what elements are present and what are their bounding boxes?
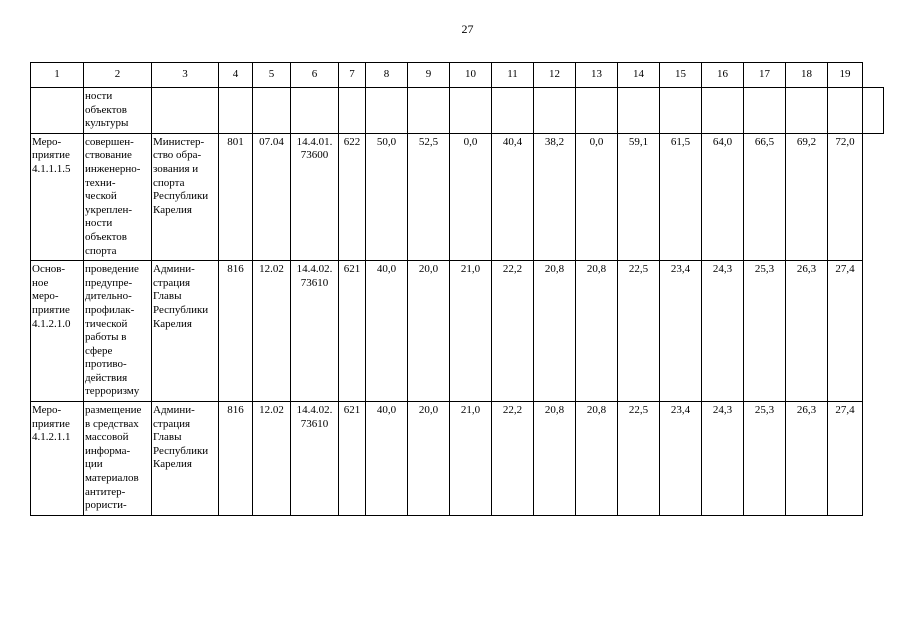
column-number-row [31,63,884,88]
value-cell [702,88,744,134]
value-cell [408,88,450,134]
value-cell: 27,4 [828,402,863,516]
code-cell: 14.4.01. 73600 [291,133,339,260]
code-cell [253,88,291,134]
value-cell: 64,0 [702,133,744,260]
column-number: 11 [492,63,534,88]
budget-table [30,62,884,516]
column-number: 6 [291,63,339,88]
code-cell: 14.4.02. 73610 [291,261,339,402]
name-cell: ности объектов культуры [84,88,152,134]
column-number: 5 [253,63,291,88]
status-cell: Основ- ное меро- приятие 4.1.2.1.0 [31,261,84,402]
executor-cell: Министер- ство обра- зования и спорта Республики Карелия [152,133,219,260]
column-number: 15 [660,63,702,88]
value-cell: 24,3 [702,261,744,402]
value-cell: 40,0 [366,402,408,516]
value-cell [366,88,408,134]
column-number: 18 [786,63,828,88]
column-number: 4 [219,63,253,88]
name-cell: совершен- ствование инженерно- техни- ческой укреплен- ности объектов спорта [84,133,152,260]
value-cell: 20,8 [534,261,576,402]
value-cell [786,88,828,134]
value-cell: 21,0 [450,402,492,516]
value-cell: 20,8 [576,402,618,516]
column-number: 19 [828,63,863,88]
value-cell [828,88,863,134]
column-number: 13 [576,63,618,88]
value-cell: 27,4 [828,261,863,402]
value-cell: 0,0 [450,133,492,260]
code-cell: 12.02 [253,261,291,402]
code-cell: 622 [339,133,366,260]
column-number: 1 [31,63,84,88]
value-cell: 23,4 [660,402,702,516]
value-cell: 40,4 [492,133,534,260]
value-cell: 38,2 [534,133,576,260]
value-cell [534,88,576,134]
column-number: 16 [702,63,744,88]
value-cell [660,88,702,134]
value-cell: 22,5 [618,261,660,402]
column-number: 14 [618,63,660,88]
value-cell: 21,0 [450,261,492,402]
value-cell [576,88,618,134]
value-cell: 26,3 [786,261,828,402]
value-cell: 22,2 [492,402,534,516]
status-cell: Меро- приятие 4.1.1.1.5 [31,133,84,260]
column-number: 12 [534,63,576,88]
status-cell [31,88,84,134]
code-cell [339,88,366,134]
value-cell [863,88,884,134]
column-number: 8 [366,63,408,88]
value-cell: 50,0 [366,133,408,260]
value-cell: 26,3 [786,402,828,516]
executor-cell [152,88,219,134]
value-cell: 20,0 [408,402,450,516]
table-body [31,63,884,516]
table-row [31,133,884,260]
value-cell: 40,0 [366,261,408,402]
code-cell: 801 [219,133,253,260]
code-cell: 07.04 [253,133,291,260]
value-cell: 61,5 [660,133,702,260]
value-cell [492,88,534,134]
value-cell: 59,1 [618,133,660,260]
value-cell [450,88,492,134]
code-cell: 621 [339,261,366,402]
status-cell: Меро- приятие 4.1.2.1.1 [31,402,84,516]
code-cell: 816 [219,261,253,402]
column-number: 17 [744,63,786,88]
value-cell: 22,2 [492,261,534,402]
value-cell: 23,4 [660,261,702,402]
column-number: 2 [84,63,152,88]
value-cell: 24,3 [702,402,744,516]
value-cell: 66,5 [744,133,786,260]
value-cell: 20,8 [576,261,618,402]
value-cell: 52,5 [408,133,450,260]
page-number: 27 [461,22,474,36]
value-cell: 20,8 [534,402,576,516]
table-row [31,261,884,402]
executor-cell: Админи- страция Главы Республики Карелия [152,402,219,516]
value-cell: 72,0 [828,133,863,260]
name-cell: проведение предупре- дительно- профилак- тической работы в сфере противо- действия терроризму [84,261,152,402]
value-cell [744,88,786,134]
table-row [31,88,884,134]
column-number: 3 [152,63,219,88]
value-cell: 20,0 [408,261,450,402]
code-cell: 12.02 [253,402,291,516]
code-cell: 14.4.02. 73610 [291,402,339,516]
code-cell: 621 [339,402,366,516]
value-cell: 69,2 [786,133,828,260]
code-cell: 816 [219,402,253,516]
table-row [31,402,884,516]
column-number: 9 [408,63,450,88]
code-cell [291,88,339,134]
value-cell: 25,3 [744,261,786,402]
value-cell: 25,3 [744,402,786,516]
column-number: 10 [450,63,492,88]
executor-cell: Админи- страция Главы Республики Карелия [152,261,219,402]
name-cell: размещение в средствах массовой информа- ции материалов антитер- рористи- [84,402,152,516]
code-cell [219,88,253,134]
value-cell: 22,5 [618,402,660,516]
value-cell: 0,0 [576,133,618,260]
value-cell [618,88,660,134]
column-number: 7 [339,63,366,88]
